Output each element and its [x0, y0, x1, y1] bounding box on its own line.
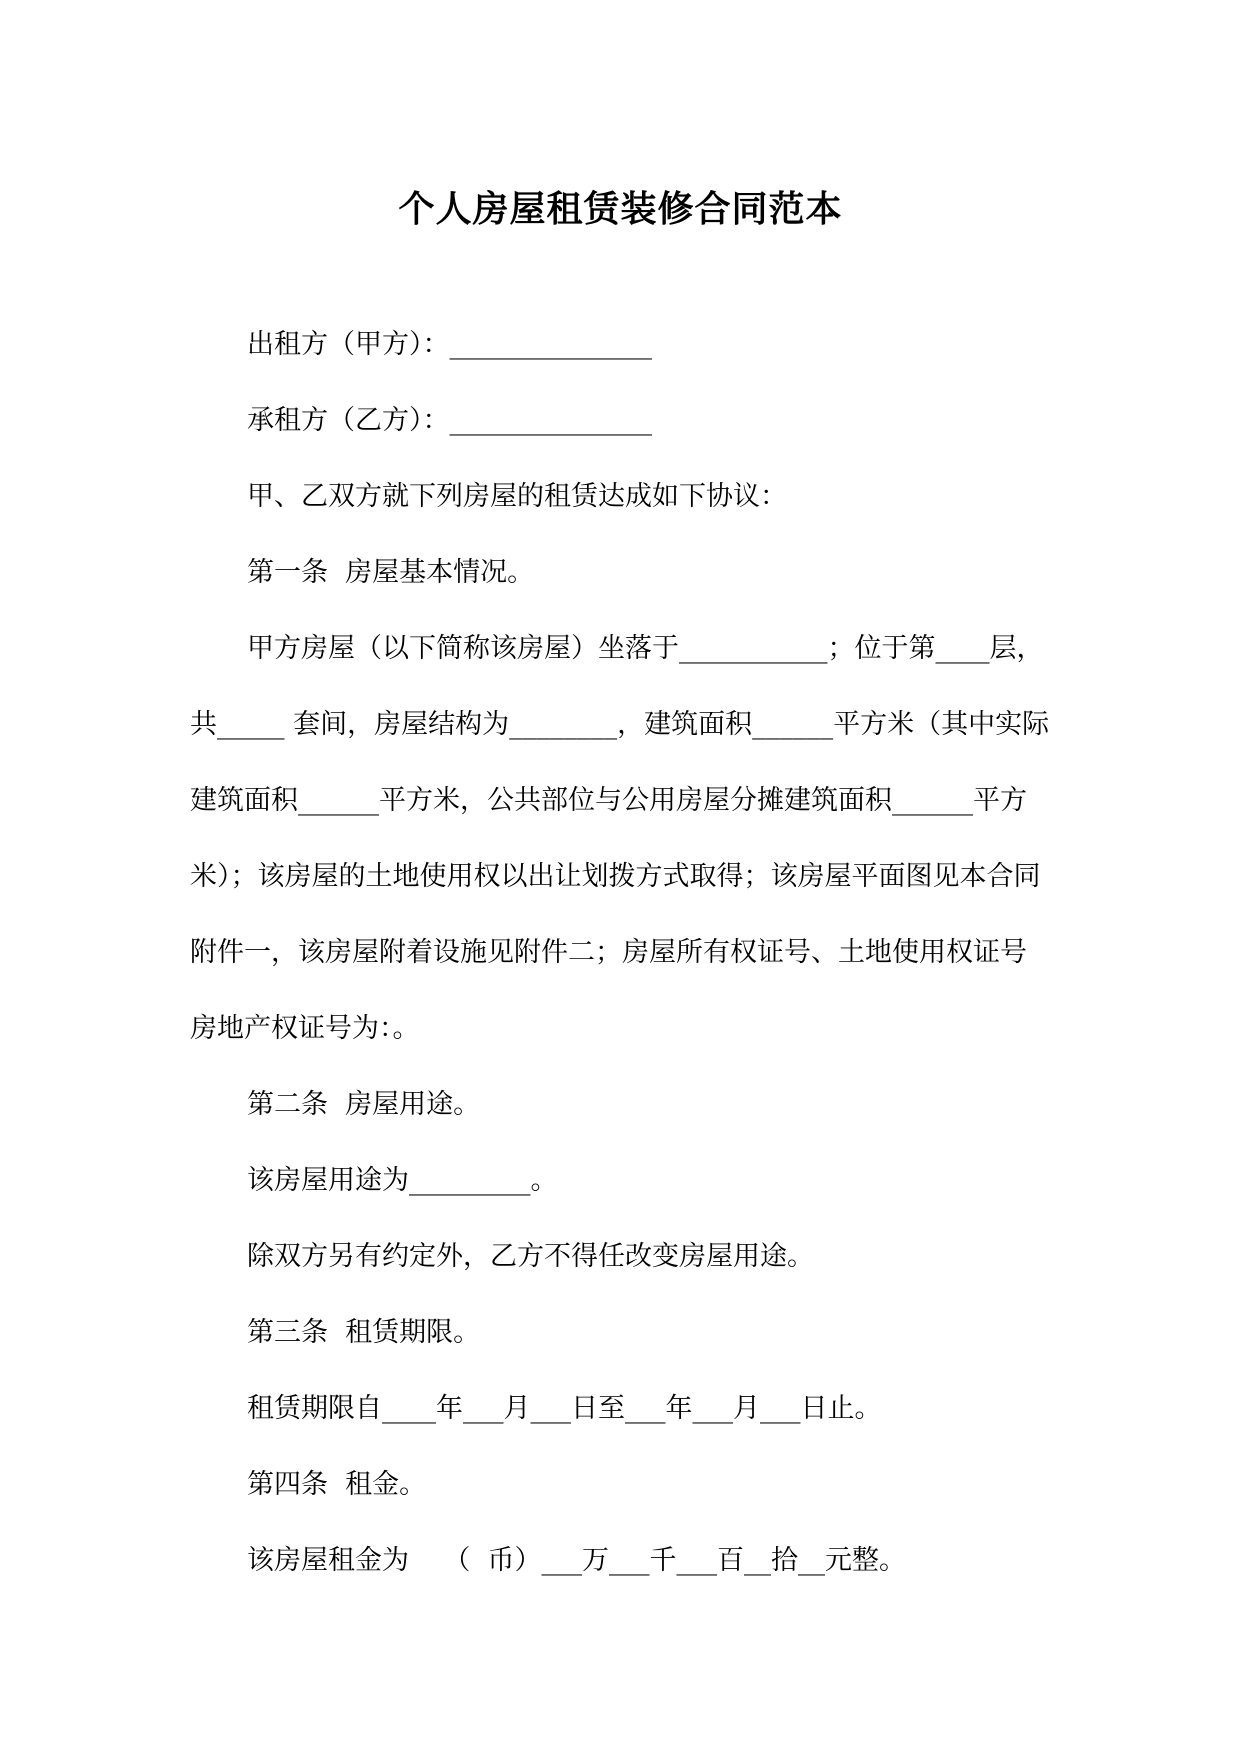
article-2-heading: 第二条 房屋用途。 [247, 1089, 481, 1120]
article-1-body: 甲方房屋（以下简称该房屋）坐落于___________；位于第____层，共_____ 套间，房屋结构为________，建筑面积______平方米（其中实际建筑面积______平方米，公共部位与公用房屋分摊建筑面积______平方米）；该房屋的土地使用权以出让划拨方式取得；该房屋平面图见本合同附件一，该房屋附着设施见附件二；房屋所有权证号、土地使用权证号房地产权证号为：。 [190, 633, 1050, 1044]
article-3-body: 租赁期限自____年___月___日至___年___月___日止。 [247, 1393, 882, 1424]
document-title: 个人房屋租赁装修合同范本 [398, 188, 843, 230]
article-1-heading: 第一条 房屋基本情况。 [247, 557, 535, 588]
lessor-line: 出租方（甲方）：_______________ [247, 329, 652, 360]
agreement-intro: 甲、乙双方就下列房屋的租赁达成如下协议： [247, 481, 787, 512]
article-4-heading: 第四条 租金。 [247, 1469, 427, 1500]
document-body [190, 307, 1050, 1599]
article-2-usage: 该房屋用途为_________。 [247, 1165, 558, 1196]
lessee-line: 承租方（乙方）：_______________ [247, 405, 652, 436]
article-4-body: 该房屋租金为 （ 币）___万___千___百__拾__元整。 [247, 1545, 906, 1576]
article-2-restriction: 除双方另有约定外，乙方不得任改变房屋用途。 [247, 1241, 814, 1272]
article-3-heading: 第三条 租赁期限。 [247, 1317, 481, 1348]
